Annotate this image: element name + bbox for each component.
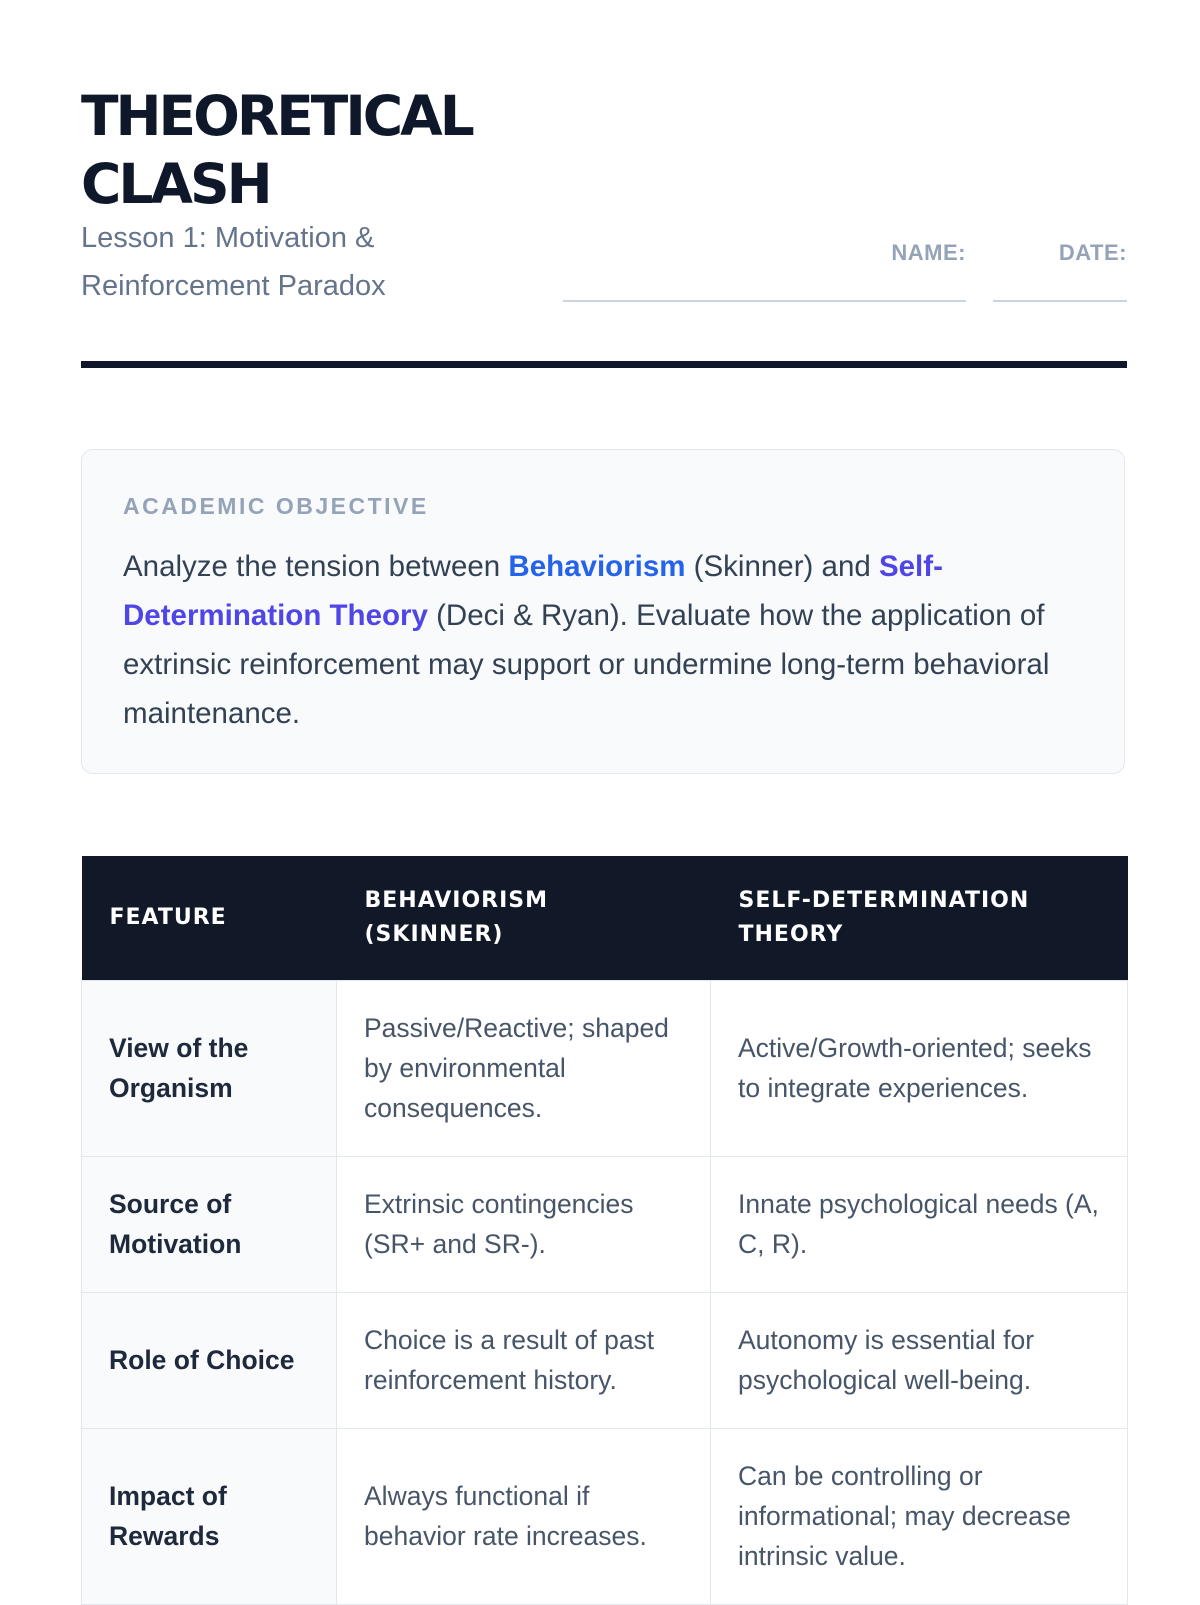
table-row	[82, 1428, 1128, 1604]
objective-card	[81, 449, 1125, 774]
table-row	[82, 1292, 1128, 1428]
header-divider	[81, 361, 1127, 368]
header-sdt: SELF-DETERMINATION THEORY	[711, 856, 1128, 980]
title-line-2: CLASH	[81, 152, 270, 216]
behaviorism-cell: Extrinsic contingencies (SR+ and SR-).	[337, 1156, 711, 1292]
feature-cell: View of the Organism	[82, 980, 337, 1156]
keyword-sdt: Self-Determination Theory	[123, 550, 943, 632]
behaviorism-cell: Always functional if behavior rate increases.	[337, 1428, 711, 1604]
objective-text	[123, 542, 1084, 738]
feature-cell: Source of Motivation	[82, 1156, 337, 1292]
objective-text-1: Analyze the tension between	[123, 550, 509, 583]
header-feature: FEATURE	[82, 856, 337, 980]
comparison-table	[81, 856, 1128, 1605]
sdt-cell: Innate psychological needs (A, C, R).	[711, 1156, 1128, 1292]
worksheet-header	[81, 0, 1127, 370]
behaviorism-cell: Choice is a result of past reinforcement history.	[337, 1292, 711, 1428]
table-row	[82, 980, 1128, 1156]
page-title	[81, 82, 561, 218]
objective-text-3: (Deci & Ryan). Evaluate how the application of extrinsic reinforcement may support or undermine long-term behavioral maintenance.	[123, 599, 1050, 730]
feature-cell: Impact of Rewards	[82, 1428, 337, 1604]
header-behaviorism: BEHAVIORISM (SKINNER)	[337, 856, 711, 980]
feature-cell: Role of Choice	[82, 1292, 337, 1428]
name-label: NAME:	[891, 240, 966, 265]
sdt-cell: Can be controlling or informational; may decrease intrinsic value.	[711, 1428, 1128, 1604]
name-line[interactable]	[563, 300, 966, 302]
lesson-subtitle: Lesson 1: Motivation & Reinforcement Paradox	[81, 222, 386, 302]
date-label: DATE:	[1058, 240, 1127, 265]
date-line[interactable]	[993, 300, 1127, 302]
keyword-behaviorism: Behaviorism	[508, 550, 686, 583]
sdt-cell: Autonomy is essential for psychological well-being.	[711, 1292, 1128, 1428]
behaviorism-cell: Passive/Reactive; shaped by environmental consequences.	[337, 980, 711, 1156]
table-header-row	[82, 856, 1128, 980]
objective-label: ACADEMIC OBJECTIVE	[123, 493, 429, 519]
sdt-cell: Active/Growth-oriented; seeks to integrate experiences.	[711, 980, 1128, 1156]
title-line-1: THEORETICAL	[81, 84, 472, 148]
objective-text-2: (Skinner) and	[685, 550, 879, 583]
worksheet-page	[81, 0, 1127, 1571]
date-field[interactable]	[993, 240, 1127, 266]
name-field[interactable]	[563, 240, 966, 266]
table-row	[82, 1156, 1128, 1292]
